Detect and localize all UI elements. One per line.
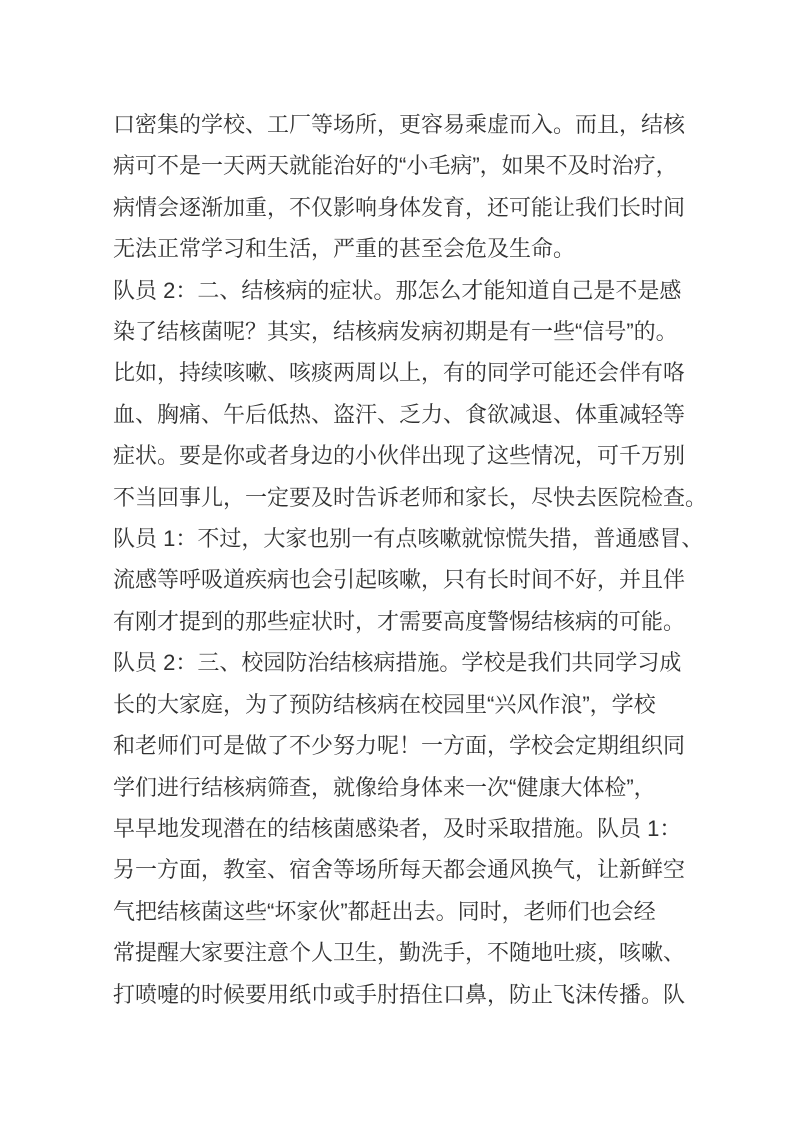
text-line: 无法正常学习和生活，严重的甚至会危及生命。 — [113, 236, 576, 262]
text-line: 早早地发现潜在的结核菌感染者，及时采取措施。队员 1： — [113, 815, 682, 841]
document-body — [113, 104, 708, 1015]
text-line: 不当回事儿，一定要及时告诉老师和家长，尽快去医院检查。 — [113, 484, 708, 510]
text-line: 血、胸痛、午后低热、盗汗、乏力、食欲减退、体重减轻等 — [113, 401, 686, 427]
text-line: 队员 1：不过，大家也别一有点咳嗽就惊慌失措，普通感冒、 — [113, 526, 704, 552]
text-line: 病情会逐渐加重，不仅影响身体发育，还可能让我们长时间 — [113, 194, 686, 220]
text-line: 有刚才提到的那些症状时，才需要高度警惕结核病的可能。 — [113, 608, 686, 634]
text-line: 长的大家庭，为了预防结核病在校园里“兴风作浪”，学校 — [113, 691, 656, 717]
text-line: 队员 2：三、校园防治结核病措施。学校是我们共同学习成 — [113, 650, 682, 676]
text-line: 气把结核菌这些“坏家伙”都赶出去。同时，老师们也会经 — [113, 898, 656, 924]
text-line: 队员 2：二、结核病的症状。那怎么才能知道自己是不是感 — [113, 277, 682, 303]
text-line: 病可不是一天两天就能治好的“小毛病”，如果不及时治疗， — [113, 153, 678, 179]
text-line: 另一方面，教室、宿舍等场所每天都会通风换气，让新鲜空 — [113, 857, 686, 883]
text-line: 染了结核菌呢？其实，结核病发病初期是有一些“信号”的。 — [113, 319, 678, 345]
text-line: 口密集的学校、工厂等场所，更容易乘虚而入。而且，结核 — [113, 112, 686, 137]
text-line: 和老师们可是做了不少努力呢！一方面，学校会定期组织同 — [113, 733, 686, 759]
text-line: 比如，持续咳嗽、咳痰两周以上，有的同学可能还会伴有咯 — [113, 360, 686, 386]
text-line: 打喷嚏的时候要用纸巾或手肘捂住口鼻，防止飞沫传播。队 — [113, 981, 686, 1007]
text-line: 常提醒大家要注意个人卫生，勤洗手，不随地吐痰，咳嗽、 — [113, 940, 686, 966]
text-line: 症状。要是你或者身边的小伙伴出现了这些情况，可千万别 — [113, 443, 686, 469]
text-line: 学们进行结核病筛查，就像给身体来一次“健康大体检”， — [113, 774, 656, 800]
text-line: 流感等呼吸道疾病也会引起咳嗽，只有长时间不好，并且伴 — [113, 567, 686, 593]
